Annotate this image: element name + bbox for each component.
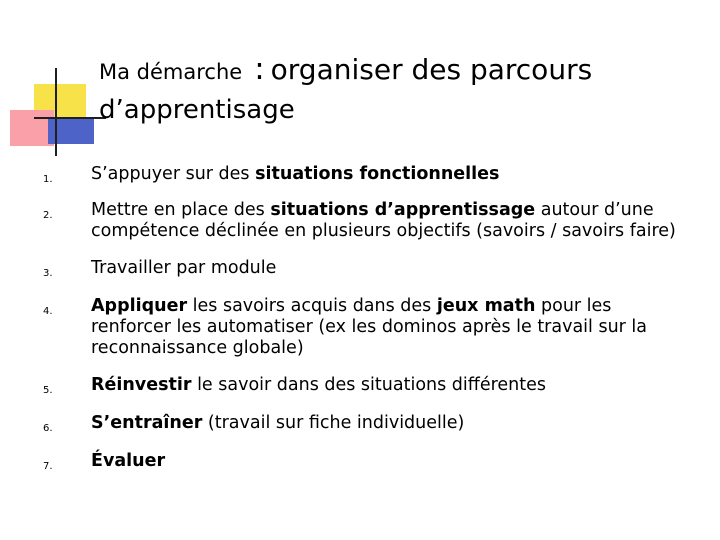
item-text-normal: les savoirs acquis dans des: [187, 296, 437, 316]
slide-title: [99, 50, 699, 129]
item-text-bold: situations fonctionnelles: [255, 164, 500, 184]
title-part-3: d’apprentisage: [99, 95, 295, 125]
item-text-bold: S’entraîner: [91, 413, 203, 433]
vertical-line: [55, 68, 57, 156]
item-text-normal: pour les renforcer les automatiser (ex les dominos après le travail sur la reconnaissance globale): [91, 296, 648, 358]
item-text-bold: Appliquer: [91, 296, 188, 316]
item-text-bold: jeux math: [436, 296, 536, 316]
item-text-normal: (travail sur fiche individuelle): [202, 413, 465, 433]
item-text-bold: Réinvestir: [91, 375, 192, 395]
item-number: 5.: [43, 385, 53, 396]
title-part-2: organiser des parcours: [270, 53, 593, 86]
item-text: [91, 375, 691, 396]
item-number: 4.: [43, 306, 53, 317]
title-part-1: Ma démarche: [99, 60, 243, 84]
item-text-normal: autour d’une compétence déclinée en plusieurs objectifs (savoirs / savoirs faire): [91, 200, 676, 241]
item-text-bold: situations d’apprentissage: [270, 200, 536, 220]
item-text: [91, 164, 691, 185]
item-text-normal: le savoir dans des situations différentes: [191, 375, 547, 395]
item-text-bold: Évaluer: [91, 451, 166, 471]
item-number: 1.: [43, 174, 53, 185]
item-text: [91, 296, 691, 359]
item-number: 6.: [43, 423, 53, 434]
item-number: 7.: [43, 461, 53, 472]
item-text-normal: S’appuyer sur des: [91, 164, 256, 184]
horizontal-line: [34, 117, 106, 119]
title-colon: :: [254, 51, 265, 87]
item-number: 2.: [43, 210, 53, 221]
item-text-normal: Mettre en place des: [91, 200, 271, 220]
item-number: 3.: [43, 268, 53, 279]
item-text: [91, 413, 691, 434]
item-text: [91, 258, 691, 279]
item-text: [91, 200, 691, 242]
item-text: [91, 451, 691, 472]
item-text-normal: Travailler par module: [91, 258, 277, 278]
